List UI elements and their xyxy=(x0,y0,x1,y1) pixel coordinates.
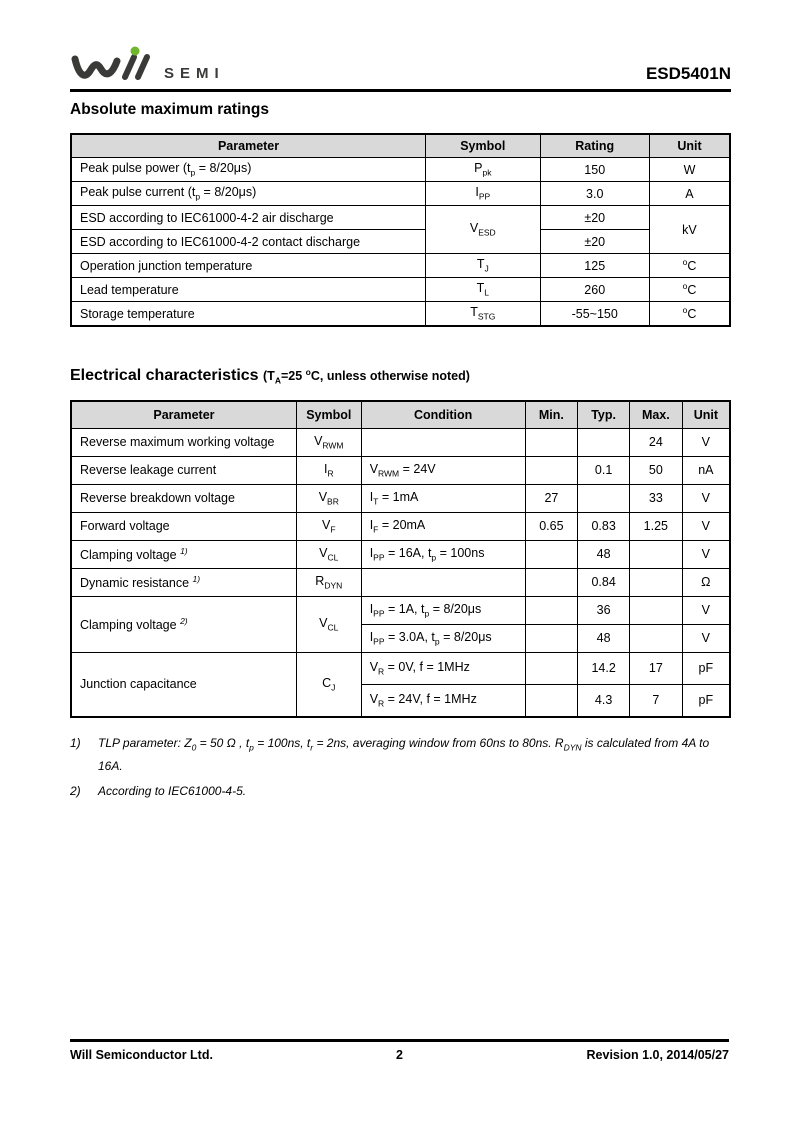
col-header-condition: Condition xyxy=(361,401,525,429)
unit-cell: A xyxy=(649,182,730,206)
symbol-cell: $V_F$ xyxy=(296,512,361,540)
typ-cell: 14.2 xyxy=(578,652,630,684)
footer-revision: Revision 1.0, 2014/05/27 xyxy=(586,1048,729,1062)
typ-cell xyxy=(578,484,630,512)
unit-cell: V xyxy=(682,428,730,456)
header-rule xyxy=(70,89,731,92)
table-row xyxy=(71,302,730,327)
min-cell xyxy=(525,428,578,456)
min-cell xyxy=(525,568,578,596)
elec-title xyxy=(70,367,731,386)
unit-cell: $^o$C xyxy=(649,302,730,327)
table-row xyxy=(71,230,730,254)
condition-cell xyxy=(361,568,525,596)
max-cell: 7 xyxy=(629,684,682,717)
symbol-cell: $T_L$ xyxy=(426,278,540,302)
col-header-unit: Unit xyxy=(649,134,730,158)
typ-cell: 0.1 xyxy=(578,456,630,484)
page-footer xyxy=(70,1039,729,1062)
table-row xyxy=(71,206,730,230)
param-cell: Forward voltage xyxy=(71,512,296,540)
electrical-characteristics-table xyxy=(70,400,731,718)
page-header xyxy=(70,46,731,84)
min-cell: 27 xyxy=(525,484,578,512)
symbol-cell: $V_{BR}$ xyxy=(296,484,361,512)
unit-cell: kV xyxy=(649,206,730,254)
param-cell: Reverse leakage current xyxy=(71,456,296,484)
symbol-cell: $V_{RWM}$ xyxy=(296,428,361,456)
min-cell xyxy=(525,652,578,684)
col-header-parameter: Parameter xyxy=(71,401,296,429)
max-cell: 50 xyxy=(629,456,682,484)
unit-cell: Ω xyxy=(682,568,730,596)
col-header-symbol: Symbol xyxy=(296,401,361,429)
footnote-1 xyxy=(70,732,731,778)
part-number: ESD5401N xyxy=(645,64,731,83)
condition-cell: $V_{RWM} = 24V$ xyxy=(361,456,525,484)
param-cell: Lead temperature xyxy=(71,278,426,302)
max-cell: 17 xyxy=(629,652,682,684)
unit-cell: $^o$C xyxy=(649,254,730,278)
table-row xyxy=(71,652,730,684)
logo-semi-text: SEMI xyxy=(164,65,225,82)
condition-cell: $V_R = 24V$, f = 1MHz xyxy=(361,684,525,717)
unit-cell: pF xyxy=(682,652,730,684)
symbol-cell: $I_R$ xyxy=(296,456,361,484)
table-row xyxy=(71,456,730,484)
table-row xyxy=(71,254,730,278)
symbol-cell: $V_{CL}$ xyxy=(296,596,361,652)
footnote-text: TLP parameter: $Z_0 = 50$ Ω , $t_p = 100ns$, $t_r = 2ns$, averaging window from 60ns to 80ns. $R_{DYN}$ is calculated from 4A to 16A. xyxy=(98,735,710,774)
footnote-marker: 2) xyxy=(70,783,81,798)
min-cell xyxy=(525,456,578,484)
unit-cell: V xyxy=(682,624,730,652)
param-cell: Reverse maximum working voltage xyxy=(71,428,296,456)
footnote-marker: 1) xyxy=(70,735,81,750)
unit-cell: V xyxy=(682,512,730,540)
logo-green-dot-icon xyxy=(131,47,140,56)
rating-cell: 3.0 xyxy=(540,182,649,206)
rating-cell: 150 xyxy=(540,158,649,182)
col-header-symbol: Symbol xyxy=(426,134,540,158)
param-cell: Operation junction temperature xyxy=(71,254,426,278)
min-cell: 0.65 xyxy=(525,512,578,540)
typ-cell: 4.3 xyxy=(578,684,630,717)
footnote-2 xyxy=(70,780,731,803)
rating-cell: ±20 xyxy=(540,206,649,230)
min-cell xyxy=(525,684,578,717)
table-row xyxy=(71,596,730,624)
unit-cell: pF xyxy=(682,684,730,717)
table-row xyxy=(71,158,730,182)
rating-cell: -55~150 xyxy=(540,302,649,327)
condition-cell: $I_{PP} = 1A$, $t_p = 8/20\mu s$ xyxy=(361,596,525,624)
col-header-typ: Typ. xyxy=(578,401,630,429)
max-cell xyxy=(629,624,682,652)
col-header-rating: Rating xyxy=(540,134,649,158)
table-row xyxy=(71,484,730,512)
table-row xyxy=(71,278,730,302)
symbol-cell: $I_{PP}$ xyxy=(426,182,540,206)
symbol-cell: $T_{STG}$ xyxy=(426,302,540,327)
typ-cell: 48 xyxy=(578,624,630,652)
param-cell: Clamping voltage $^{1)}$ xyxy=(71,540,296,568)
willsemi-logo-mark xyxy=(70,46,154,84)
col-header-parameter: Parameter xyxy=(71,134,426,158)
condition-cell: $I_F = 20mA$ xyxy=(361,512,525,540)
condition-cell: $I_T = 1mA$ xyxy=(361,484,525,512)
table-row xyxy=(71,568,730,596)
footnotes xyxy=(70,732,731,803)
elec-title-note: ($T_A=25$ $^o$C, unless otherwise noted) xyxy=(263,367,470,386)
max-cell xyxy=(629,568,682,596)
symbol-cell: $R_{DYN}$ xyxy=(296,568,361,596)
unit-cell: V xyxy=(682,484,730,512)
max-cell xyxy=(629,540,682,568)
condition-cell: $V_R = 0V$, f = 1MHz xyxy=(361,652,525,684)
typ-cell xyxy=(578,428,630,456)
param-cell: Junction capacitance xyxy=(71,652,296,717)
rating-cell: 260 xyxy=(540,278,649,302)
max-cell: 33 xyxy=(629,484,682,512)
typ-cell: 0.83 xyxy=(578,512,630,540)
rating-cell: 125 xyxy=(540,254,649,278)
rating-cell: ±20 xyxy=(540,230,649,254)
param-cell: Peak pulse power $(t_p = 8/20\mu s)$ xyxy=(71,158,426,182)
param-cell: Dynamic resistance $^{1)}$ xyxy=(71,568,296,596)
condition-cell xyxy=(361,428,525,456)
param-cell: Clamping voltage $^{2)}$ xyxy=(71,596,296,652)
param-cell: ESD according to IEC61000-4-2 air discharge xyxy=(71,206,426,230)
typ-cell: 48 xyxy=(578,540,630,568)
max-cell xyxy=(629,596,682,624)
min-cell xyxy=(525,540,578,568)
symbol-cell: $C_J$ xyxy=(296,652,361,717)
param-cell: Storage temperature xyxy=(71,302,426,327)
unit-cell: V xyxy=(682,596,730,624)
condition-cell: $I_{PP} = 16A$, $t_p = 100ns$ xyxy=(361,540,525,568)
table-header-row xyxy=(71,134,730,158)
symbol-cell: $V_{ESD}$ xyxy=(426,206,540,254)
min-cell xyxy=(525,624,578,652)
footnote-text: According to IEC61000-4-5. xyxy=(98,783,247,798)
table-header-row xyxy=(71,401,730,429)
param-cell: ESD according to IEC61000-4-2 contact discharge xyxy=(71,230,426,254)
absolute-maximum-ratings-table xyxy=(70,133,731,327)
unit-cell: nA xyxy=(682,456,730,484)
table-row xyxy=(71,428,730,456)
table-row xyxy=(71,540,730,568)
elec-title-text: Electrical characteristics xyxy=(70,367,259,385)
col-header-min: Min. xyxy=(525,401,578,429)
table-row xyxy=(71,512,730,540)
table-row xyxy=(71,182,730,206)
symbol-cell: $V_{CL}$ xyxy=(296,540,361,568)
page-number: 2 xyxy=(396,1048,403,1062)
max-cell: 24 xyxy=(629,428,682,456)
abs-max-title: Absolute maximum ratings xyxy=(70,101,269,118)
param-cell: Reverse breakdown voltage xyxy=(71,484,296,512)
col-header-unit: Unit xyxy=(682,401,730,429)
col-header-max: Max. xyxy=(629,401,682,429)
min-cell xyxy=(525,596,578,624)
symbol-cell: $T_J$ xyxy=(426,254,540,278)
willsemi-logo xyxy=(70,46,225,84)
symbol-cell: $P_{pk}$ xyxy=(426,158,540,182)
typ-cell: 0.84 xyxy=(578,568,630,596)
footer-company: Will Semiconductor Ltd. xyxy=(70,1048,213,1062)
unit-cell: V xyxy=(682,540,730,568)
param-cell: Peak pulse current $(t_p = 8/20\mu s)$ xyxy=(71,182,426,206)
typ-cell: 36 xyxy=(578,596,630,624)
unit-cell: W xyxy=(649,158,730,182)
unit-cell: $^o$C xyxy=(649,278,730,302)
max-cell: 1.25 xyxy=(629,512,682,540)
condition-cell: $I_{PP} = 3.0A$, $t_p = 8/20\mu s$ xyxy=(361,624,525,652)
